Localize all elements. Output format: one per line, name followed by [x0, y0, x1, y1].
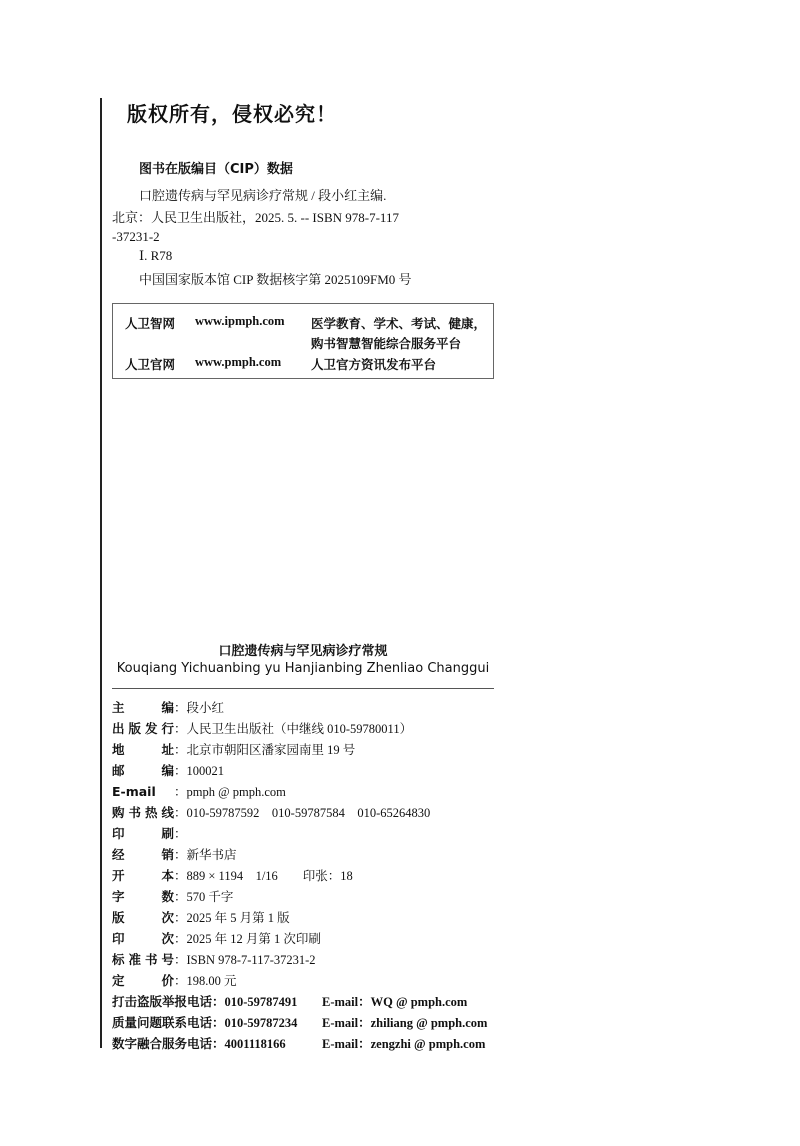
info-row-editor [112, 698, 224, 716]
info-value: ：ISBN 978-7-117-37231-2 [174, 953, 316, 967]
contact-label: 打击盗版举报电话： [112, 994, 225, 1009]
left-margin-rule [100, 98, 102, 1048]
contact-email: E-mail：zhiliang @ pmph.com [322, 1016, 488, 1030]
contact-label: 质量问题联系电话： [112, 1015, 225, 1030]
info-value: ：人民卫生出版社（中继线 010-59780011） [174, 722, 413, 736]
info-value: ：2025 年 12 月第 1 次印刷 [174, 932, 321, 946]
info-value: ：pmph @ pmph.com [174, 785, 286, 799]
info-row-printer [112, 824, 187, 842]
cip-line-title: 口腔遗传病与罕见病诊疗常规 / 段小红主编. [139, 188, 387, 203]
book-title: 口腔遗传病与罕见病诊疗常规 [218, 644, 388, 659]
contact-label: 数字融合服务电话： [112, 1036, 225, 1051]
info-label: 主编 [112, 700, 174, 715]
info-value: ：889 × 1194 1/16 印张：18 [174, 869, 353, 883]
info-label: 邮编 [112, 763, 174, 778]
info-label: 版次 [112, 910, 174, 925]
cip-line-record-number: 中国国家版本馆 CIP 数据核字第 2025109FM0 号 [139, 272, 412, 287]
cip-line-isbn-cont: -37231-2 [112, 229, 160, 244]
info-row-distributor [112, 845, 237, 863]
info-row-price [112, 971, 237, 989]
info-value: ：010-59787592 010-59787584 010-65264830 [174, 806, 431, 820]
info-label: E-mail [112, 784, 156, 799]
info-row-format [112, 866, 353, 884]
website-description: 人卫官方资讯发布平台 [311, 357, 437, 372]
contact-email: E-mail：zengzhi @ pmph.com [322, 1037, 486, 1051]
info-value: ：198.00 元 [174, 974, 237, 988]
info-label: 开本 [112, 868, 174, 883]
websites-box [112, 303, 494, 379]
website-url-link[interactable]: www.pmph.com [195, 355, 282, 369]
info-label: 定价 [112, 973, 174, 988]
info-value: ：100021 [174, 764, 225, 778]
info-label: 地址 [112, 742, 174, 757]
website-name: 人卫智网 [125, 316, 176, 331]
contact-row-piracy [112, 992, 297, 1010]
divider [112, 688, 494, 689]
contact-email: E-mail：WQ @ pmph.com [322, 995, 468, 1009]
contact-phone: 4001118166 [224, 1037, 286, 1051]
info-value: ：新华书店 [174, 848, 237, 862]
info-row-publisher [112, 719, 412, 737]
info-label: 出版发行 [112, 721, 174, 736]
info-row-hotline [112, 803, 430, 821]
cip-line-publisher: 北京：人民卫生出版社，2025. 5. -- ISBN 978-7-117 [112, 210, 399, 225]
info-row-isbn [112, 950, 316, 968]
info-value: ：段小红 [174, 701, 225, 715]
website-url-link[interactable]: www.ipmph.com [195, 314, 285, 328]
info-row-address [112, 740, 355, 758]
contact-row-digital [112, 1034, 286, 1052]
website-description: 医学教育、学术、考试、健康， [311, 316, 487, 331]
info-label: 印刷 [112, 826, 174, 841]
book-title-pinyin: Kouqiang Yichuanbing yu Hanjianbing Zhenliao Changgui [116, 661, 490, 676]
info-value: ： [174, 827, 187, 841]
info-value: ：570 千字 [174, 890, 234, 904]
contact-phone: 010-59787491 [224, 995, 298, 1009]
info-row-postcode [112, 761, 224, 779]
copyright-notice: 版权所有，侵权必究！ [127, 102, 337, 126]
info-row-printing [112, 929, 321, 947]
website-name: 人卫官网 [125, 357, 176, 372]
info-row-word-count [112, 887, 233, 905]
cip-line-classification: Ⅰ. R78 [139, 248, 173, 263]
cip-heading: 图书在版编目（CIP）数据 [139, 162, 293, 177]
info-label: 经销 [112, 847, 174, 862]
info-row-email [112, 782, 286, 800]
contact-row-quality [112, 1013, 297, 1031]
info-label: 标准书号 [112, 952, 174, 967]
info-row-edition [112, 908, 290, 926]
info-label: 印次 [112, 931, 174, 946]
info-label: 字数 [112, 889, 174, 904]
info-value: ：北京市朝阳区潘家园南里 19 号 [174, 743, 356, 757]
info-label: 购书热线 [112, 805, 174, 820]
info-value: ：2025 年 5 月第 1 版 [174, 911, 290, 925]
contact-phone: 010-59787234 [224, 1016, 298, 1030]
website-description: 购书智慧智能综合服务平台 [311, 336, 462, 351]
